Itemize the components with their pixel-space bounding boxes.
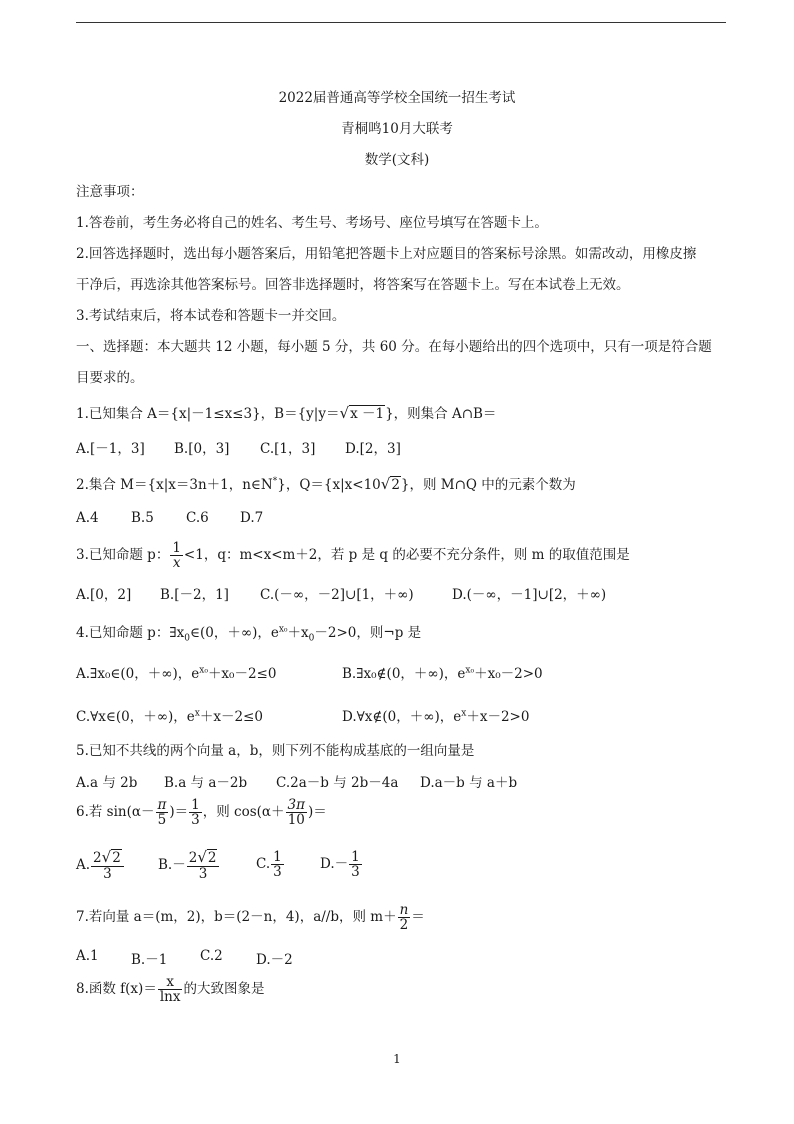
question-2-stem (76, 473, 576, 493)
question-4-stem (76, 621, 421, 644)
q7-option-d: D.－2 (256, 952, 293, 968)
q4-option-c (76, 705, 263, 725)
fraction (189, 798, 202, 827)
question-5-stem: 5.已知不共线的两个向量 a，b，则下列不能构成基底的一组向量是 (76, 743, 475, 759)
question-7-stem (76, 903, 425, 932)
q6-option-d (320, 850, 363, 879)
q3-stem-part: 3.已知命题 p： (76, 547, 170, 564)
fraction-denominator: x (172, 555, 181, 572)
option-text: A.∃x₀∈(0，＋∞)，e (76, 666, 200, 682)
fraction-denominator: 10 (287, 812, 305, 829)
fraction (398, 903, 411, 932)
notice-heading: 注意事项： (76, 184, 144, 200)
q8-stem-part: 8.函数 f(x)＝ (76, 981, 157, 998)
fraction-denominator: 3 (351, 864, 360, 881)
notice-item-2-line-2: 干净后，再选涂其他答案标号。回答非选择题时，将答案写在答题卡上。写在本试卷上无效。 (76, 277, 630, 293)
option-text: ＋x₀－2>0 (474, 666, 543, 682)
fraction-numerator: 1 (351, 849, 360, 865)
option-label: C. (256, 856, 271, 873)
fraction-numerator: 1 (172, 540, 181, 556)
q6-option-b (158, 850, 220, 881)
fraction-denominator: 3 (198, 865, 208, 882)
exponent: x (461, 708, 467, 719)
page-number: 1 (393, 1052, 401, 1066)
exponent: x (194, 708, 200, 719)
fraction-numerator: π (157, 797, 167, 813)
fraction-denominator: 5 (157, 812, 167, 829)
q6-stem-mid: )＝ (169, 804, 189, 821)
q2-option-d: D.7 (240, 510, 264, 526)
subscript: 0 (308, 633, 315, 644)
q2-option-b: B.5 (131, 510, 154, 526)
q1-stem-part: 1.已知集合 A＝{x|－1≤x≤3}，B＝{y|y＝ (76, 406, 340, 422)
coefficient: 2 (93, 850, 102, 866)
q7-option-b: B.－1 (131, 952, 168, 968)
q2-superscript: * (272, 476, 278, 487)
exponent: x₀ (465, 665, 475, 676)
q2-stem-tail: }，则 M∩Q 中的元素个数为 (400, 477, 576, 493)
fraction-denominator: lnx (159, 989, 181, 1006)
q2-option-a: A.4 (76, 510, 99, 526)
q1-radicand: x －1 (350, 406, 385, 422)
sqrt-expression: √2 (197, 848, 217, 866)
q4-stem-mid2: ＋x (287, 625, 309, 641)
fraction-denominator: 3 (103, 865, 112, 882)
fraction (170, 541, 183, 570)
exponent: x₀ (278, 624, 288, 635)
q4-option-b (342, 662, 543, 682)
fraction-numerator: 3π (287, 797, 306, 813)
question-8-stem (76, 975, 264, 1004)
q4-stem-mid: ∈(0，＋∞)，e (190, 625, 279, 641)
q3-option-c: C.(－∞，－2]∪[1，＋∞) (260, 587, 414, 603)
question-3-stem (76, 541, 630, 570)
q7-option-a: A.1 (76, 948, 99, 964)
option-text: ＋x－2>0 (466, 709, 530, 725)
section-heading-line-2: 目要求的。 (76, 370, 144, 386)
option-text: D.∀x∉(0，＋∞)，e (342, 709, 462, 725)
sqrt-expression: √x －1 (339, 404, 385, 422)
fraction (286, 798, 307, 827)
option-text: ＋x－2≤0 (199, 709, 263, 725)
fraction (91, 850, 124, 881)
q2-radicand: 2 (391, 477, 400, 493)
q5-option-d: D.a－b 与 a＋b (420, 775, 518, 791)
q1-option-a: A.[－1，3] (76, 441, 145, 457)
option-text: ＋x₀－2≤0 (207, 666, 277, 682)
section-heading-line-1: 一、选择题：本大题共 12 小题，每小题 5 分，共 60 分。在每小题给出的四个选项中，只有一项是符合题 (76, 339, 712, 355)
fraction-numerator: n (399, 902, 409, 918)
q7-option-c: C.2 (200, 948, 223, 964)
q6-stem-tail: )＝ (308, 804, 327, 821)
option-label: A. (76, 856, 91, 873)
top-rule (76, 22, 726, 23)
q4-stem-part: 4.已知命题 p：∃x (76, 625, 185, 641)
exam-subtitle: 青桐鸣10月大联考 (341, 121, 453, 137)
q5-option-c: C.2a－b 与 2b－4a (276, 775, 399, 791)
fraction (156, 798, 169, 827)
fraction-denominator: 2 (399, 917, 409, 934)
q6-option-c (256, 850, 285, 879)
fraction-numerator: 1 (273, 849, 282, 865)
subscript: 0 (184, 633, 190, 644)
q2-option-c: C.6 (186, 510, 209, 526)
q2-stem-mid: }，Q＝{x|x<10 (277, 477, 381, 493)
notice-item-3: 3.考试结束后，将本试卷和答题卡一并交回。 (76, 308, 346, 324)
exam-title: 2022届普通高等学校全国统一招生考试 (278, 90, 516, 106)
q4-stem-tail: －2>0，则¬p 是 (314, 625, 422, 641)
notice-item-2-line-1: 2.回答选择题时，选出每小题答案后，用铅笔把答题卡上对应题目的答案标号涂黑。如需改动，用橡皮擦 (76, 246, 697, 262)
fraction (187, 850, 220, 881)
exponent: x₀ (199, 665, 208, 676)
option-label: B.－ (158, 856, 186, 873)
q6-option-a (76, 850, 125, 881)
fraction-denominator: 3 (191, 812, 200, 829)
q3-stem-tail: <1，q：m<x<m＋2，若 p 是 q 的必要不充分条件，则 m 的取值范围是 (183, 547, 630, 564)
sqrt-expression: √2 (380, 475, 400, 493)
fraction (271, 850, 284, 879)
radicand: 2 (207, 850, 217, 866)
sqrt-expression: √2 (101, 848, 121, 866)
q3-option-a: A.[0，2] (76, 587, 132, 603)
q3-option-d: D.(－∞，－1]∪[2，＋∞) (452, 587, 607, 603)
exam-subject: 数学(文科) (364, 152, 430, 168)
q4-option-d (342, 705, 529, 725)
fraction-numerator: x (158, 975, 183, 990)
option-text: B.∃x₀∉(0，＋∞)，e (342, 666, 466, 682)
fraction-numerator: 1 (191, 797, 200, 813)
q1-stem-tail: }，则集合 A∩B＝ (385, 406, 497, 422)
q7-stem-tail: ＝ (411, 909, 425, 926)
option-label: D.－ (320, 856, 349, 873)
q7-stem-part: 7.若向量 a＝(m，2)，b＝(2－n，4)，a//b，则 m＋ (76, 909, 397, 926)
q3-option-b: B.[－2，1] (160, 587, 229, 603)
fraction-numerator (91, 850, 124, 867)
option-text: C.∀x∈(0，＋∞)，e (76, 709, 195, 725)
q8-stem-tail: 的大致图象是 (183, 981, 265, 998)
radicand: 2 (112, 850, 121, 866)
fraction-numerator (187, 850, 220, 867)
q1-option-b: B.[0，3] (174, 441, 230, 457)
fraction (158, 975, 183, 1004)
fraction (349, 850, 362, 879)
q6-stem-mid2: ，则 cos(α＋ (202, 804, 285, 821)
fraction-denominator: 3 (273, 864, 282, 881)
q6-stem-part: 6.若 sin(α－ (76, 804, 155, 821)
q2-stem-part: 2.集合 M＝{x|x＝3n＋1，n∈N (76, 477, 273, 493)
question-1-stem (76, 402, 496, 422)
question-6-stem (76, 798, 327, 827)
q1-option-d: D.[2，3] (345, 441, 401, 457)
q5-option-a: A.a 与 2b (76, 775, 138, 791)
coefficient: 2 (188, 850, 198, 866)
q5-option-b: B.a 与 a－2b (164, 775, 248, 791)
q4-option-a (76, 662, 276, 682)
q1-option-c: C.[1，3] (260, 441, 316, 457)
notice-item-1: 1.答卷前，考生务必将自己的姓名、考生号、考场号、座位号填写在答题卡上。 (76, 215, 548, 231)
